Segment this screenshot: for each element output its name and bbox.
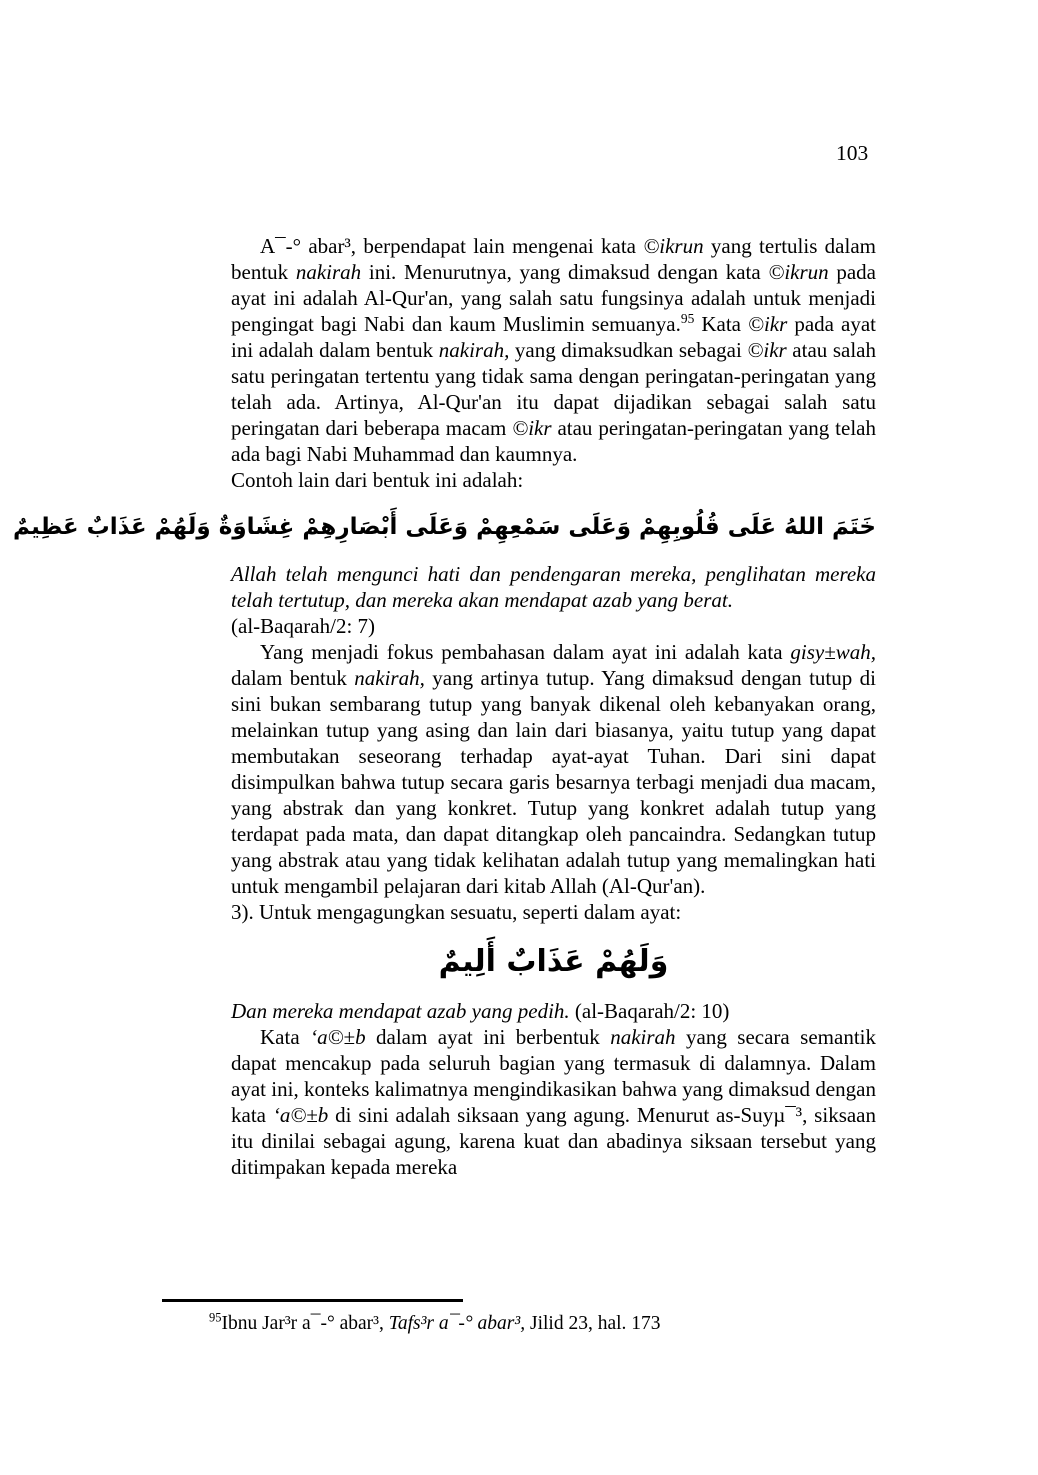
contoh-line: Contoh lain dari bentuk ini adalah: [231, 468, 524, 492]
footnote-95: $^{95}$Ibnu Jar³r a¯-° abar³, Tafs³r a¯-° abar³, Jilid 23, hal. 173 [209, 1310, 661, 1334]
verse-translation-2: Dan mereka mendapat azab yang pedih. (al-Baqarah/2: 10) [231, 999, 730, 1023]
verse-citation: (al-Baqarah/2: 7) [231, 614, 376, 638]
verse-translation-1 [231, 561, 876, 639]
section-item-3-heading: 3). Untuk mengagungkan sesuatu, seperti dalam ayat: [231, 900, 682, 924]
footnote-divider [162, 1299, 463, 1302]
page-number: 103 [836, 141, 869, 165]
arabic-verse-baqarah-2-7: خَتَمَ اللهُ عَلَى قُلُوبِهِمْ وَعَلَى سَمْعِهِمْ وَعَلَى أَبْصَارِهِمْ غِشَاوَةٌ وَلَهُمْ عَذَابٌ عَظِيمٌ [13, 514, 876, 540]
paragraph: Kata ‘a©±b dalam ayat ini berbentuk nakirah yang secara semantik dapat mencakup pada seluruh bagian yang termasuk di dalamnya. Dalam ayat ini, konteks kalimatnya mengindikasikan bahwa yang dimaksud dengan kata ‘a©±b di sini adalah siksaan yang agung. Menurut as-Suyµ¯³, siksaan itu dinilai sebagai agung, karena kuat dan abadinya siksaan tersebut yang ditimpakan kepada mereka [231, 1025, 877, 1179]
text-column [13, 233, 877, 1180]
paragraph: Yang menjadi fokus pembahasan dalam ayat ini adalah kata gisy±wah, dalam bentuk nakirah, yang artinya tutup. Yang dimaksud dengan tutup di sini bukan sembarang tutup yang banyak dikenal oleh kebanyakan orang, melainkan tutup yang asing dan lain dari biasanya, yaitu tutup yang dapat membutakan seseorang terhadap ayat-ayat Tuhan. Dari sini dapat disimpulkan bahwa tutup secara garis besarnya terbagi menjadi dua macam, yang abstrak dan yang konkret. Tutup yang konkret adalah tutup yang terdapat pada mata, dan dapat ditangkap oleh pancaindra. Sedangkan tutup yang abstrak atau yang tidak kelihatan adalah tutup yang memalingkan hati untuk mengambil pelajaran dari kitab Allah (Al-Qur'an). [231, 640, 876, 898]
paragraph: A¯-° abar³, berpendapat lain mengenai kata ©ikrun yang tertulis dalam bentuk nakirah ini. Menurutnya, yang dimaksud dengan kata ©ikrun pada ayat ini adalah Al-Qur'an, yang salah satu fungsinya adalah untuk menjadi pengingat bagi Nabi dan kaum Muslimin semuanya.$^{95}$ Kata ©ikr pada ayat ini adalah dalam bentuk nakirah, yang dimaksudkan sebagai ©ikr atau salah satu peringatan tertentu yang tidak sama dengan peringatan-peringatan yang telah ada. Artinya, Al-Qur'an itu dapat dijadikan sebagai salah satu peringatan dari beberapa macam ©ikr atau peringatan-peringatan yang telah ada bagi Nabi Muhammad dan kaumnya. [231, 234, 876, 466]
arabic-verse-baqarah-2-10: وَلَهُمْ عَذَابٌ أَلِيمٌ [438, 944, 669, 979]
translation-text: Allah telah mengunci hati dan pendengaran mereka, penglihatan mereka telah tertutup, dan mereka akan mendapat azab yang berat. [231, 562, 876, 612]
